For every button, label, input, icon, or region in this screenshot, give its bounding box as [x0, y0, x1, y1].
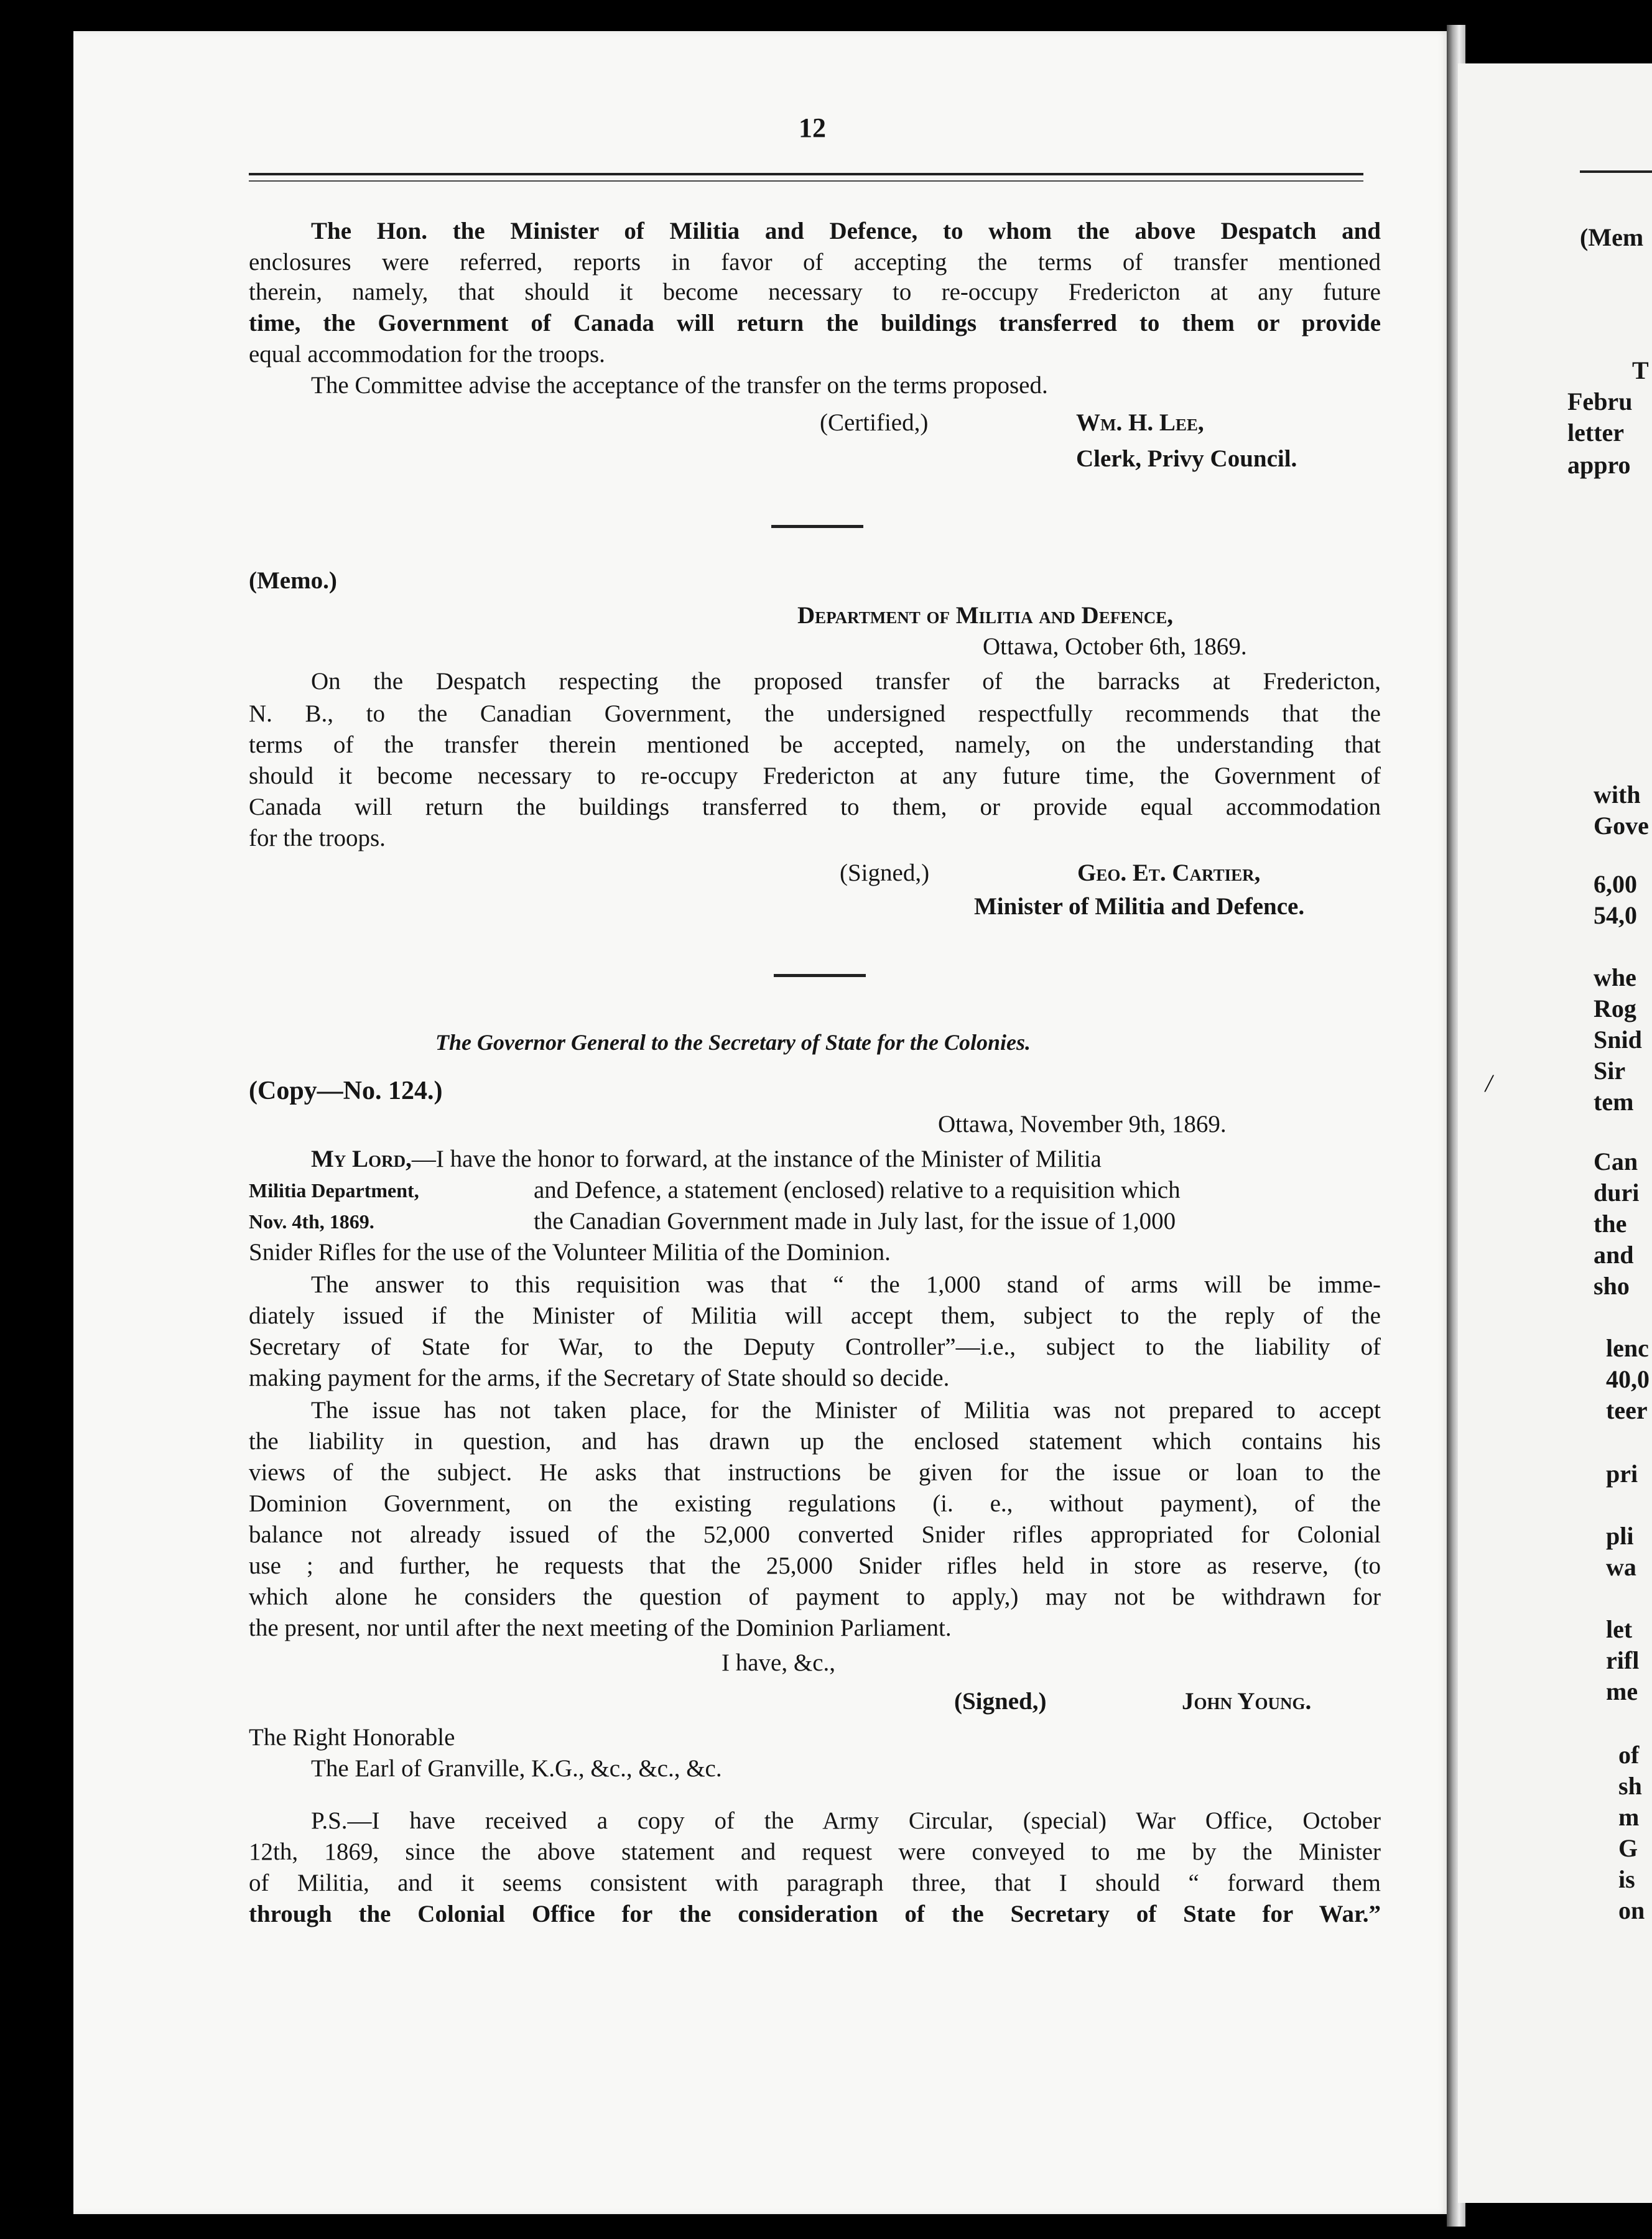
certified-name: Wm. H. Lee,: [1076, 409, 1204, 436]
letter-line-1: [311, 1144, 1102, 1174]
adj-fragment: on: [1618, 1896, 1645, 1924]
adj-fragment: G: [1618, 1834, 1638, 1862]
adj-fragment: pri: [1606, 1460, 1638, 1488]
adj-fragment: teer: [1606, 1396, 1648, 1424]
letter-signer: John Young.: [1182, 1688, 1312, 1715]
letter-para3-line-1: The issue has not taken place, for the Minister of Militia was not prepared to accept: [311, 1397, 1381, 1424]
letter-para3-line-5: balance not already issued of the 52,000 converted Snider rifles appropriated for Colonial: [249, 1521, 1381, 1548]
section-separator-1: [771, 525, 863, 528]
adj-fragment: appro: [1567, 451, 1631, 479]
margin-note-2: Nov. 4th, 1869.: [249, 1210, 374, 1233]
adjacent-page-text: [1458, 63, 1652, 2203]
adj-fragment: is: [1618, 1865, 1635, 1893]
adjacent-rule: [1580, 170, 1652, 173]
letter-para2-line-3: Secretary of State for War, to the Deputy Controller”—i.e., subject to the liability of: [249, 1333, 1381, 1360]
adj-fragment: Sir: [1594, 1057, 1626, 1085]
letter-para3-line-3: views of the subject. He asks that instructions be given for the issue or loan to the: [249, 1459, 1381, 1486]
letter-para3-line-2: the liability in question, and has drawn up the enclosed statement which contains his: [249, 1428, 1381, 1455]
certified-label: (Certified,): [820, 409, 929, 436]
committee-advise: The Committee advise the acceptance of the transfer on the terms proposed.: [311, 372, 1048, 399]
letter-closing: I have, &c.,: [722, 1649, 836, 1676]
adj-fragment: of: [1618, 1741, 1640, 1769]
letter-line-2: and Defence, a statement (enclosed) relative to a requisition which: [534, 1177, 1181, 1203]
letter-para3-line-4: Dominion Government, on the existing regulations (i. e., without payment), of the: [249, 1490, 1381, 1517]
memo-place-date: Ottawa, October 6th, 1869.: [983, 633, 1247, 660]
memo-signer-title: Minister of Militia and Defence.: [974, 893, 1305, 920]
adj-fragment: 54,0: [1594, 901, 1637, 929]
para1-line-2: enclosures were referred, reports in favor of accepting the terms of transfer mentioned: [249, 249, 1381, 276]
adj-fragment: with: [1594, 781, 1641, 809]
memo-line-1: On the Despatch respecting the proposed transfer of the barracks at Fredericton,: [311, 668, 1381, 695]
letter-para2-line-1: The answer to this requisition was that “ the 1,000 stand of arms will be imme-: [311, 1271, 1381, 1298]
letter-para3-line-8: the present, nor until after the next meeting of the Dominion Parliament.: [249, 1615, 952, 1641]
letter-para3-line-7: which alone he considers the question of payment to apply,) may not be withdrawn for: [249, 1583, 1381, 1610]
adj-fragment: let: [1606, 1615, 1633, 1643]
adj-fragment: 6,00: [1594, 870, 1637, 898]
memo-signed-label: (Signed,): [840, 860, 930, 886]
memo-line-6: for the troops.: [249, 825, 386, 851]
adj-fragment: Febru: [1567, 387, 1633, 415]
adj-fragment: sh: [1618, 1772, 1642, 1800]
margin-note-1: Militia Department,: [249, 1179, 419, 1202]
adj-fragment: lenc: [1606, 1334, 1649, 1362]
adj-fragment: 40,0: [1606, 1365, 1650, 1393]
ps-line-2: 12th, 1869, since the above statement and request were conveyed to me by the Minister: [249, 1838, 1381, 1865]
margin-tick-mark: /: [1485, 1069, 1493, 1097]
adj-fragment: me: [1606, 1677, 1638, 1705]
adj-fragment: duri: [1594, 1179, 1640, 1207]
adj-fragment: the: [1594, 1210, 1627, 1238]
para1-line-4: time, the Government of Canada will return the buildings transferred to them or provide: [249, 310, 1381, 336]
memo-label: (Memo.): [249, 567, 337, 594]
adj-fragment: Gove: [1594, 812, 1649, 840]
memo-line-5: Canada will return the buildings transferred to them, or provide equal accommodation: [249, 794, 1381, 820]
letter-signed-label: (Signed,): [954, 1688, 1047, 1715]
adj-fragment: T: [1632, 356, 1649, 384]
memo-line-2: N. B., to the Canadian Government, the undersigned respectfully recommends that the: [249, 700, 1381, 727]
adj-fragment: letter: [1567, 419, 1625, 447]
section-separator-2: [774, 974, 866, 977]
letter-place-date: Ottawa, November 9th, 1869.: [938, 1111, 1227, 1138]
letter-addressee-2: The Earl of Granville, K.G., &c., &c., &c.: [311, 1755, 722, 1782]
memo-signer: Geo. Et. Cartier,: [1077, 860, 1261, 886]
adj-fragment: sho: [1594, 1272, 1630, 1300]
adj-fragment: (Mem: [1580, 223, 1644, 251]
ps-line-3: of Militia, and it seems consistent with paragraph three, that I should “ forward them: [249, 1870, 1381, 1896]
page-number: 12: [799, 113, 826, 143]
letter-line-1-text: —I have the honor to forward, at the instance of the Minister of Militia: [411, 1146, 1102, 1172]
para1-line-1: The Hon. the Minister of Militia and Defence, to whom the above Despatch and: [311, 218, 1381, 244]
letter-line-4: Snider Rifles for the use of the Volunteer Militia of the Dominion.: [249, 1239, 891, 1266]
letter-addressee-1: The Right Honorable: [249, 1724, 455, 1751]
adj-fragment: Rog: [1594, 994, 1636, 1022]
adj-fragment: pli: [1606, 1522, 1634, 1550]
ps-line-4: through the Colonial Office for the consideration of the Secretary of State for War.”: [249, 1901, 1381, 1927]
adj-fragment: tem: [1594, 1088, 1634, 1116]
letter-copy-number: (Copy—No. 124.): [249, 1077, 443, 1105]
letter-para3-line-6: use ; and further, he requests that the 25,000 Snider rifles held in store as reserve, (to: [249, 1552, 1381, 1579]
adj-fragment: Snid: [1594, 1026, 1642, 1054]
para1-line-3: therein, namely, that should it become necessary to re-occupy Fredericton at any future: [249, 279, 1381, 305]
letter-salutation: My Lord,: [311, 1146, 412, 1172]
letter-heading: The Governor General to the Secretary of State for the Colonies.: [435, 1030, 1031, 1055]
adj-fragment: m: [1618, 1803, 1640, 1831]
para1-line-5: equal accommodation for the troops.: [249, 341, 605, 368]
adj-fragment: whe: [1594, 963, 1636, 991]
adj-fragment: and: [1594, 1241, 1634, 1269]
ps-line-1: P.S.—I have received a copy of the Army Circular, (special) War Office, October: [311, 1807, 1381, 1834]
adj-fragment: Can: [1594, 1147, 1638, 1175]
memo-line-3: terms of the transfer therein mentioned be accepted, namely, on the understanding that: [249, 731, 1381, 758]
memo-department: Department of Militia and Defence,: [797, 602, 1173, 629]
letter-para2-line-2: diately issued if the Minister of Militia will accept them, subject to the reply of the: [249, 1302, 1381, 1329]
header-rule: [249, 173, 1363, 182]
letter-para2-line-4: making payment for the arms, if the Secretary of State should so decide.: [249, 1365, 950, 1391]
certified-title: Clerk, Privy Council.: [1076, 445, 1297, 472]
adj-fragment: rifl: [1606, 1646, 1640, 1674]
letter-line-3: the Canadian Government made in July last, for the issue of 1,000: [534, 1208, 1176, 1235]
memo-line-4: should it become necessary to re-occupy Fredericton at any future time, the Government of: [249, 763, 1381, 789]
adj-fragment: wa: [1606, 1553, 1636, 1581]
